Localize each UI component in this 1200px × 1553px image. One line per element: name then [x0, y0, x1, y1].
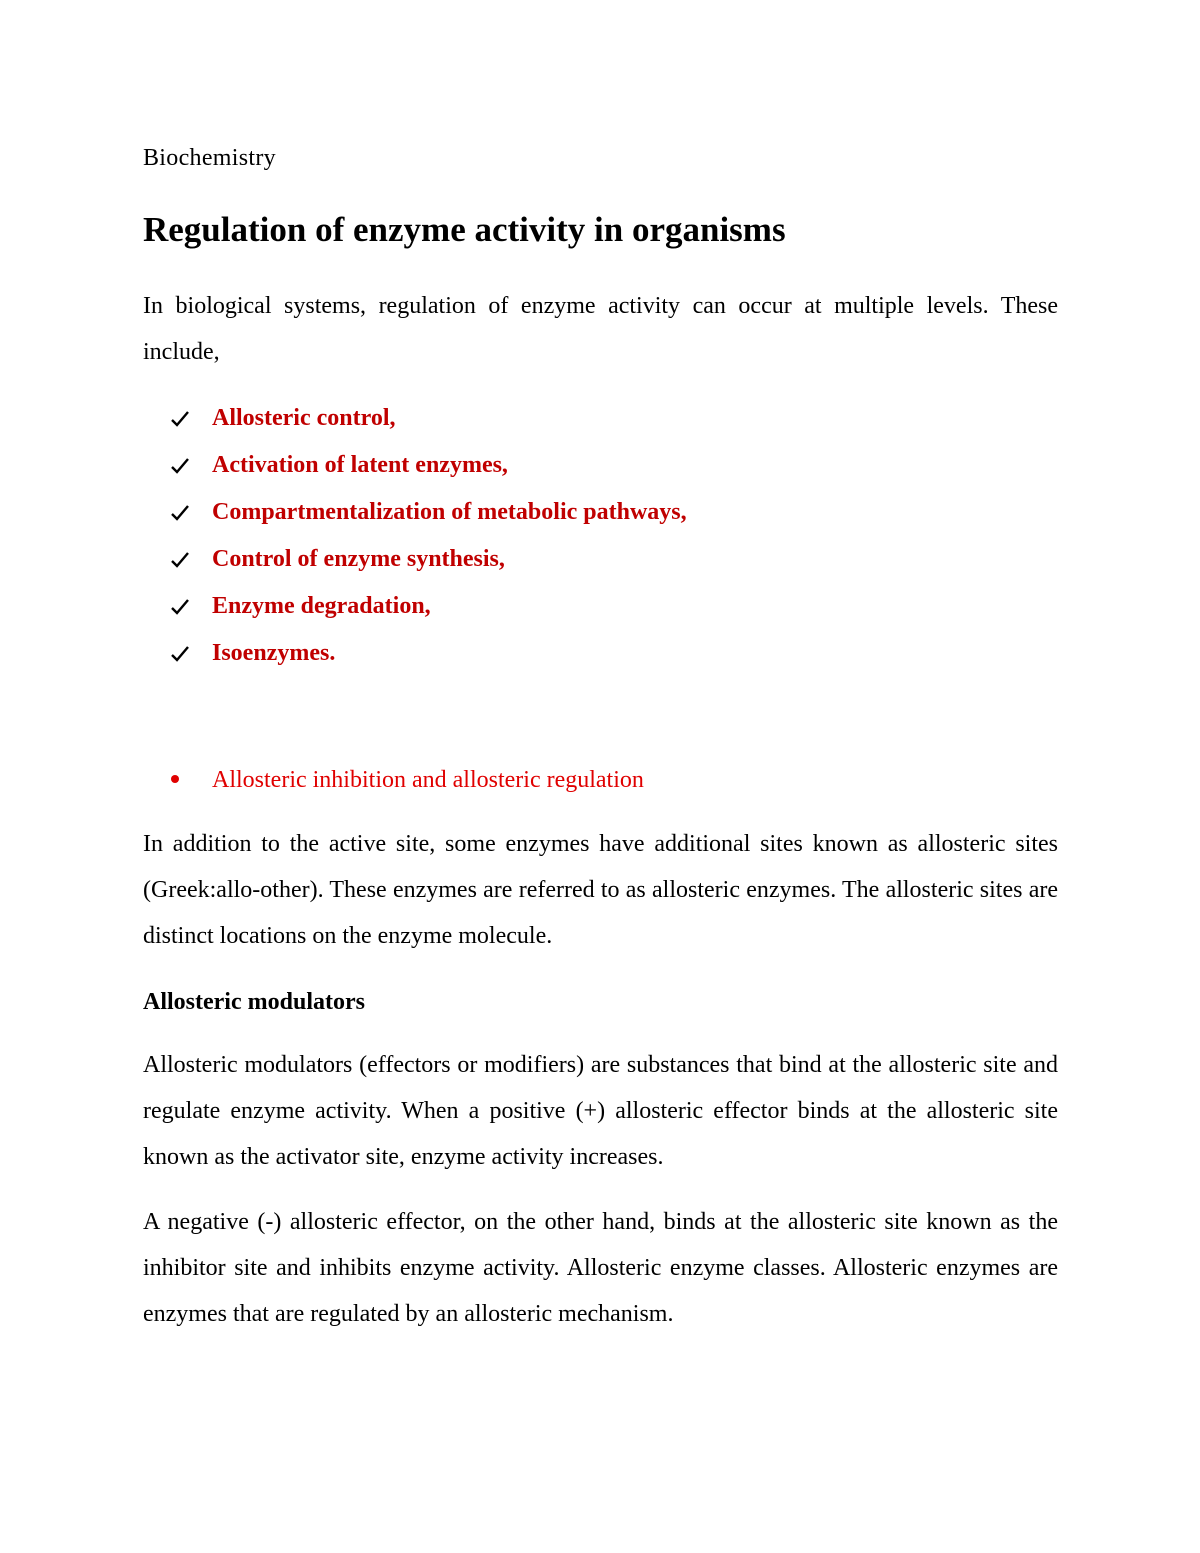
- list-item-label: Compartmentalization of metabolic pathways,: [212, 499, 687, 525]
- section-bullet-label: Allosteric inhibition and allosteric regulation: [212, 767, 644, 793]
- modulators-paragraph: Allosteric modulators (effectors or modifiers) are substances that bind at the allosteric site and regulate enzyme activity. When a positive (+) allosteric effector binds at the allosteric site known as the activator site, enzyme activity increases.: [143, 1052, 1058, 1170]
- section-bullet: [171, 760, 644, 800]
- list-item-label: Control of enzyme synthesis,: [212, 546, 505, 572]
- list-item: [171, 630, 687, 677]
- checkmark-icon: [171, 489, 212, 536]
- checkmark-icon: [171, 536, 212, 583]
- regulation-levels-list: [171, 395, 687, 677]
- allosteric-sites-paragraph: In addition to the active site, some enzymes have additional sites known as allosteric sites (Greek:allo-other). These enzymes are referred to as allosteric enzymes. The allosteric sites are distinct locations on the enzyme molecule.: [143, 831, 1058, 949]
- list-item-label: Isoenzymes.: [212, 640, 336, 666]
- subject-label: Biochemistry: [143, 145, 276, 171]
- page-title: Regulation of enzyme activity in organisms: [143, 210, 786, 249]
- intro-paragraph: In biological systems, regulation of enzyme activity can occur at multiple levels. These include,: [143, 293, 1058, 365]
- list-item: [171, 442, 687, 489]
- checkmark-icon: [171, 630, 212, 677]
- list-item: [171, 395, 687, 442]
- checkmark-icon: [171, 395, 212, 442]
- bullet-dot-icon: [171, 775, 179, 783]
- list-item: [171, 536, 687, 583]
- list-item-label: Activation of latent enzymes,: [212, 452, 508, 478]
- list-item-label: Enzyme degradation,: [212, 593, 431, 619]
- list-item: [171, 489, 687, 536]
- negative-effector-paragraph: A negative (-) allosteric effector, on the other hand, binds at the allosteric site known as the inhibitor site and inhibits enzyme activity. Allosteric enzyme classes. Allosteric enzymes are enzymes that are regulated by an allosteric mechanism.: [143, 1209, 1058, 1327]
- modulators-heading: Allosteric modulators: [143, 989, 365, 1015]
- list-item: [171, 583, 687, 630]
- checkmark-icon: [171, 583, 212, 630]
- checkmark-icon: [171, 442, 212, 489]
- list-item-label: Allosteric control,: [212, 405, 396, 431]
